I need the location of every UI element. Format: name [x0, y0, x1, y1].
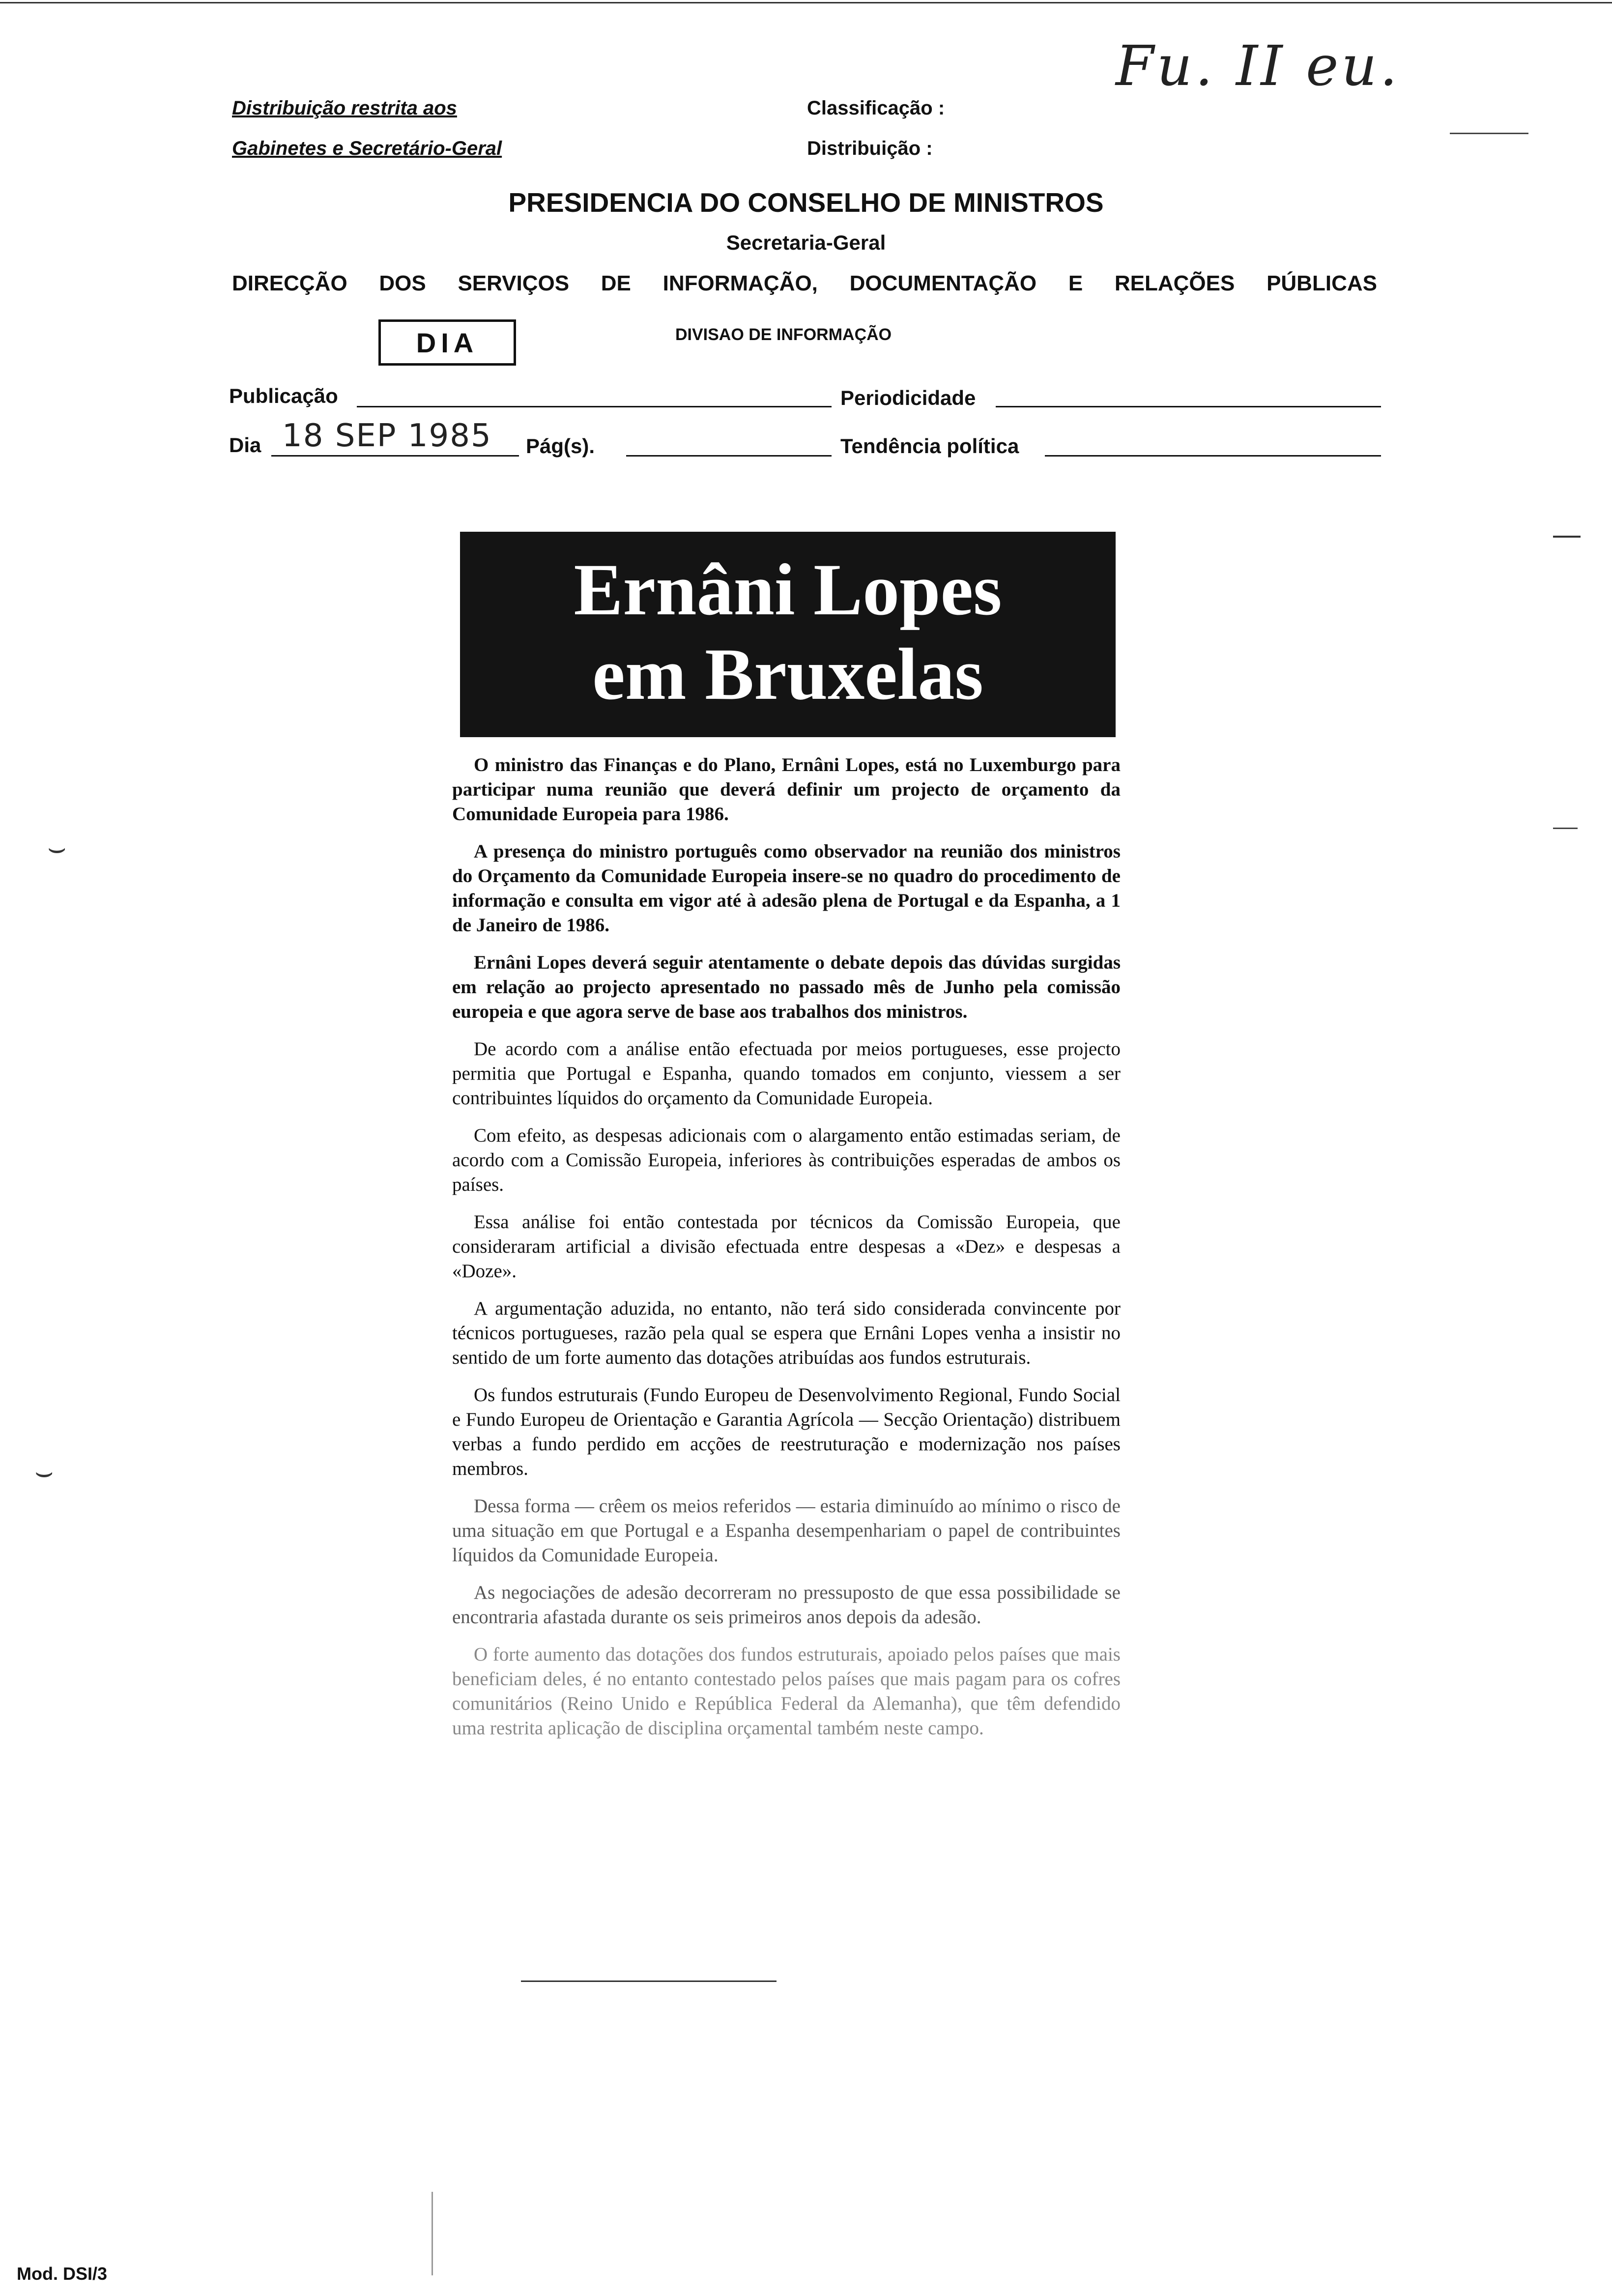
directorate-word: DE: [601, 271, 631, 295]
article-headline: [460, 532, 1116, 737]
directorate-word: RELAÇÕES: [1114, 271, 1235, 295]
restricted-distribution-line1: Distribuição restrita aos: [232, 97, 457, 119]
article-paragraph: As negociações de adesão decorreram no pressuposto de que essa possibilidade se encontraria afastada durante os seis primeiros anos depois da adesão.: [452, 1582, 1121, 1628]
directorate-word: DOS: [379, 271, 426, 295]
divisao-label: DIVISAO DE INFORMAÇÃO: [675, 325, 892, 344]
margin-dash: [1553, 828, 1578, 829]
headline-line-2: em Bruxelas: [592, 633, 983, 715]
directorate-word: PÚBLICAS: [1267, 271, 1377, 295]
directorate-word: SERVIÇOS: [458, 271, 570, 295]
article-paragraph: A presença do ministro português como observador na reunião dos ministros do Orçamento da Comunidade Europeia insere-se no quadro do procedimento de informação e consulta em vigor até à adesão plena de Portugal e da Espanha, a 1 de Janeiro de 1986.: [452, 841, 1121, 936]
classificacao-label: Classificação :: [807, 97, 945, 119]
pags-line: [626, 455, 832, 457]
form-code: Mod. DSI/3: [17, 2264, 108, 2284]
article-paragraph: De acordo com a análise então efectuada por meios portugueses, esse projecto permitia que Portugal e Espanha, quando tomados em conjunto, viessem a ser contribuintes líquidos do orçamento da Comunidade Europeia.: [452, 1038, 1121, 1109]
margin-dash: [1553, 536, 1581, 538]
article-paragraph: O forte aumento das dotações dos fundos estruturais, apoiado pelos países que mais beneficiam deles, é no entanto contestado pelos países que mais pagam para os cofres comunitários (Reino Unido e República Federal da Alemanha), que têm defendido uma restrita aplicação de disciplina orçamental também neste campo.: [452, 1644, 1121, 1739]
article-body: [452, 753, 1121, 1753]
secretaria-subtitle: Secretaria-Geral: [726, 231, 886, 254]
article-paragraph: Dessa forma — crêem os meios referidos — estaria diminuído ao mínimo o risco de uma situação em que Portugal e a Espanha desempenhariam o papel de contribuintes líquidos da Comunidade Europeia.: [452, 1495, 1121, 1566]
dia-label: Dia: [229, 433, 261, 457]
margin-mark: ⌣: [34, 1455, 54, 1488]
publicacao-label: Publicação: [229, 384, 338, 407]
scan-artifact: [432, 2192, 433, 2275]
periodicidade-label: Periodicidade: [840, 386, 976, 409]
margin-mark: ⌣: [47, 831, 67, 864]
article-paragraph: Com efeito, as despesas adicionais com o alargamento então estimadas seriam, de acordo com a Comissão Europeia, inferiores às contribuições esperadas de ambos os países.: [452, 1125, 1121, 1195]
tendencia-label: Tendência política: [840, 434, 1019, 458]
article-end-rule: [521, 1980, 777, 1982]
headline-line-1: Ernâni Lopes: [574, 549, 1002, 631]
periodicidade-line: [996, 406, 1381, 407]
top-border-line: [0, 2, 1612, 3]
article-paragraph: Essa análise foi então contestada por técnicos da Comissão Europeia, que consideraram artificial a divisão efectuada entre despesas a «Dez» e despesas a «Doze».: [452, 1211, 1121, 1282]
publicacao-line: [357, 406, 832, 407]
article-paragraph: Ernâni Lopes deverá seguir atentamente o debate depois das dúvidas surgidas em relação ao projecto apresentado no passado mês de Junho pela comissão europeia e que agora serve de base aos trabalhos dos ministros.: [452, 952, 1121, 1022]
pags-label: Pág(s).: [526, 434, 595, 458]
ministry-title: PRESIDENCIA DO CONSELHO DE MINISTROS: [508, 187, 1104, 218]
restricted-distribution-line2: Gabinetes e Secretário-Geral: [232, 138, 502, 159]
directorate-word: DOCUMENTAÇÃO: [849, 271, 1037, 295]
handwritten-note: Fu. II eu.: [1116, 34, 1401, 98]
directorate-word: INFORMAÇÃO,: [662, 271, 818, 295]
directorate-word: E: [1068, 271, 1083, 295]
directorate-line: [232, 271, 1377, 296]
tendencia-line: [1045, 455, 1381, 457]
distribuicao-label: Distribuição :: [807, 138, 933, 159]
article-paragraph: Os fundos estruturais (Fundo Europeu de Desenvolvimento Regional, Fundo Social e Fundo Europeu de Orientação e Garantia Agrícola — Secção Orientação) distribuem verbas a fundo perdido em acções de reestruturação e modernização nos países membros.: [452, 1384, 1121, 1479]
dia-date-stamp: 18 SEP 1985: [282, 418, 492, 454]
corner-dash-mark: [1450, 133, 1528, 134]
directorate-word: DIRECÇÃO: [232, 271, 347, 295]
article-paragraph: O ministro das Finanças e do Plano, Ernâni Lopes, está no Luxemburgo para participar numa reunião que deverá definir um projecto de orçamento da Comunidade Europeia para 1986.: [452, 754, 1121, 825]
article-paragraph: A argumentação aduzida, no entanto, não terá sido considerada convincente por técnicos portugueses, razão pela qual se espera que Ernâni Lopes venha a insistir no sentido de um forte aumento das dotações atribuídas aos fundos estruturais.: [452, 1298, 1121, 1368]
dia-line: [271, 455, 519, 457]
dia-box: DIA: [378, 319, 516, 366]
